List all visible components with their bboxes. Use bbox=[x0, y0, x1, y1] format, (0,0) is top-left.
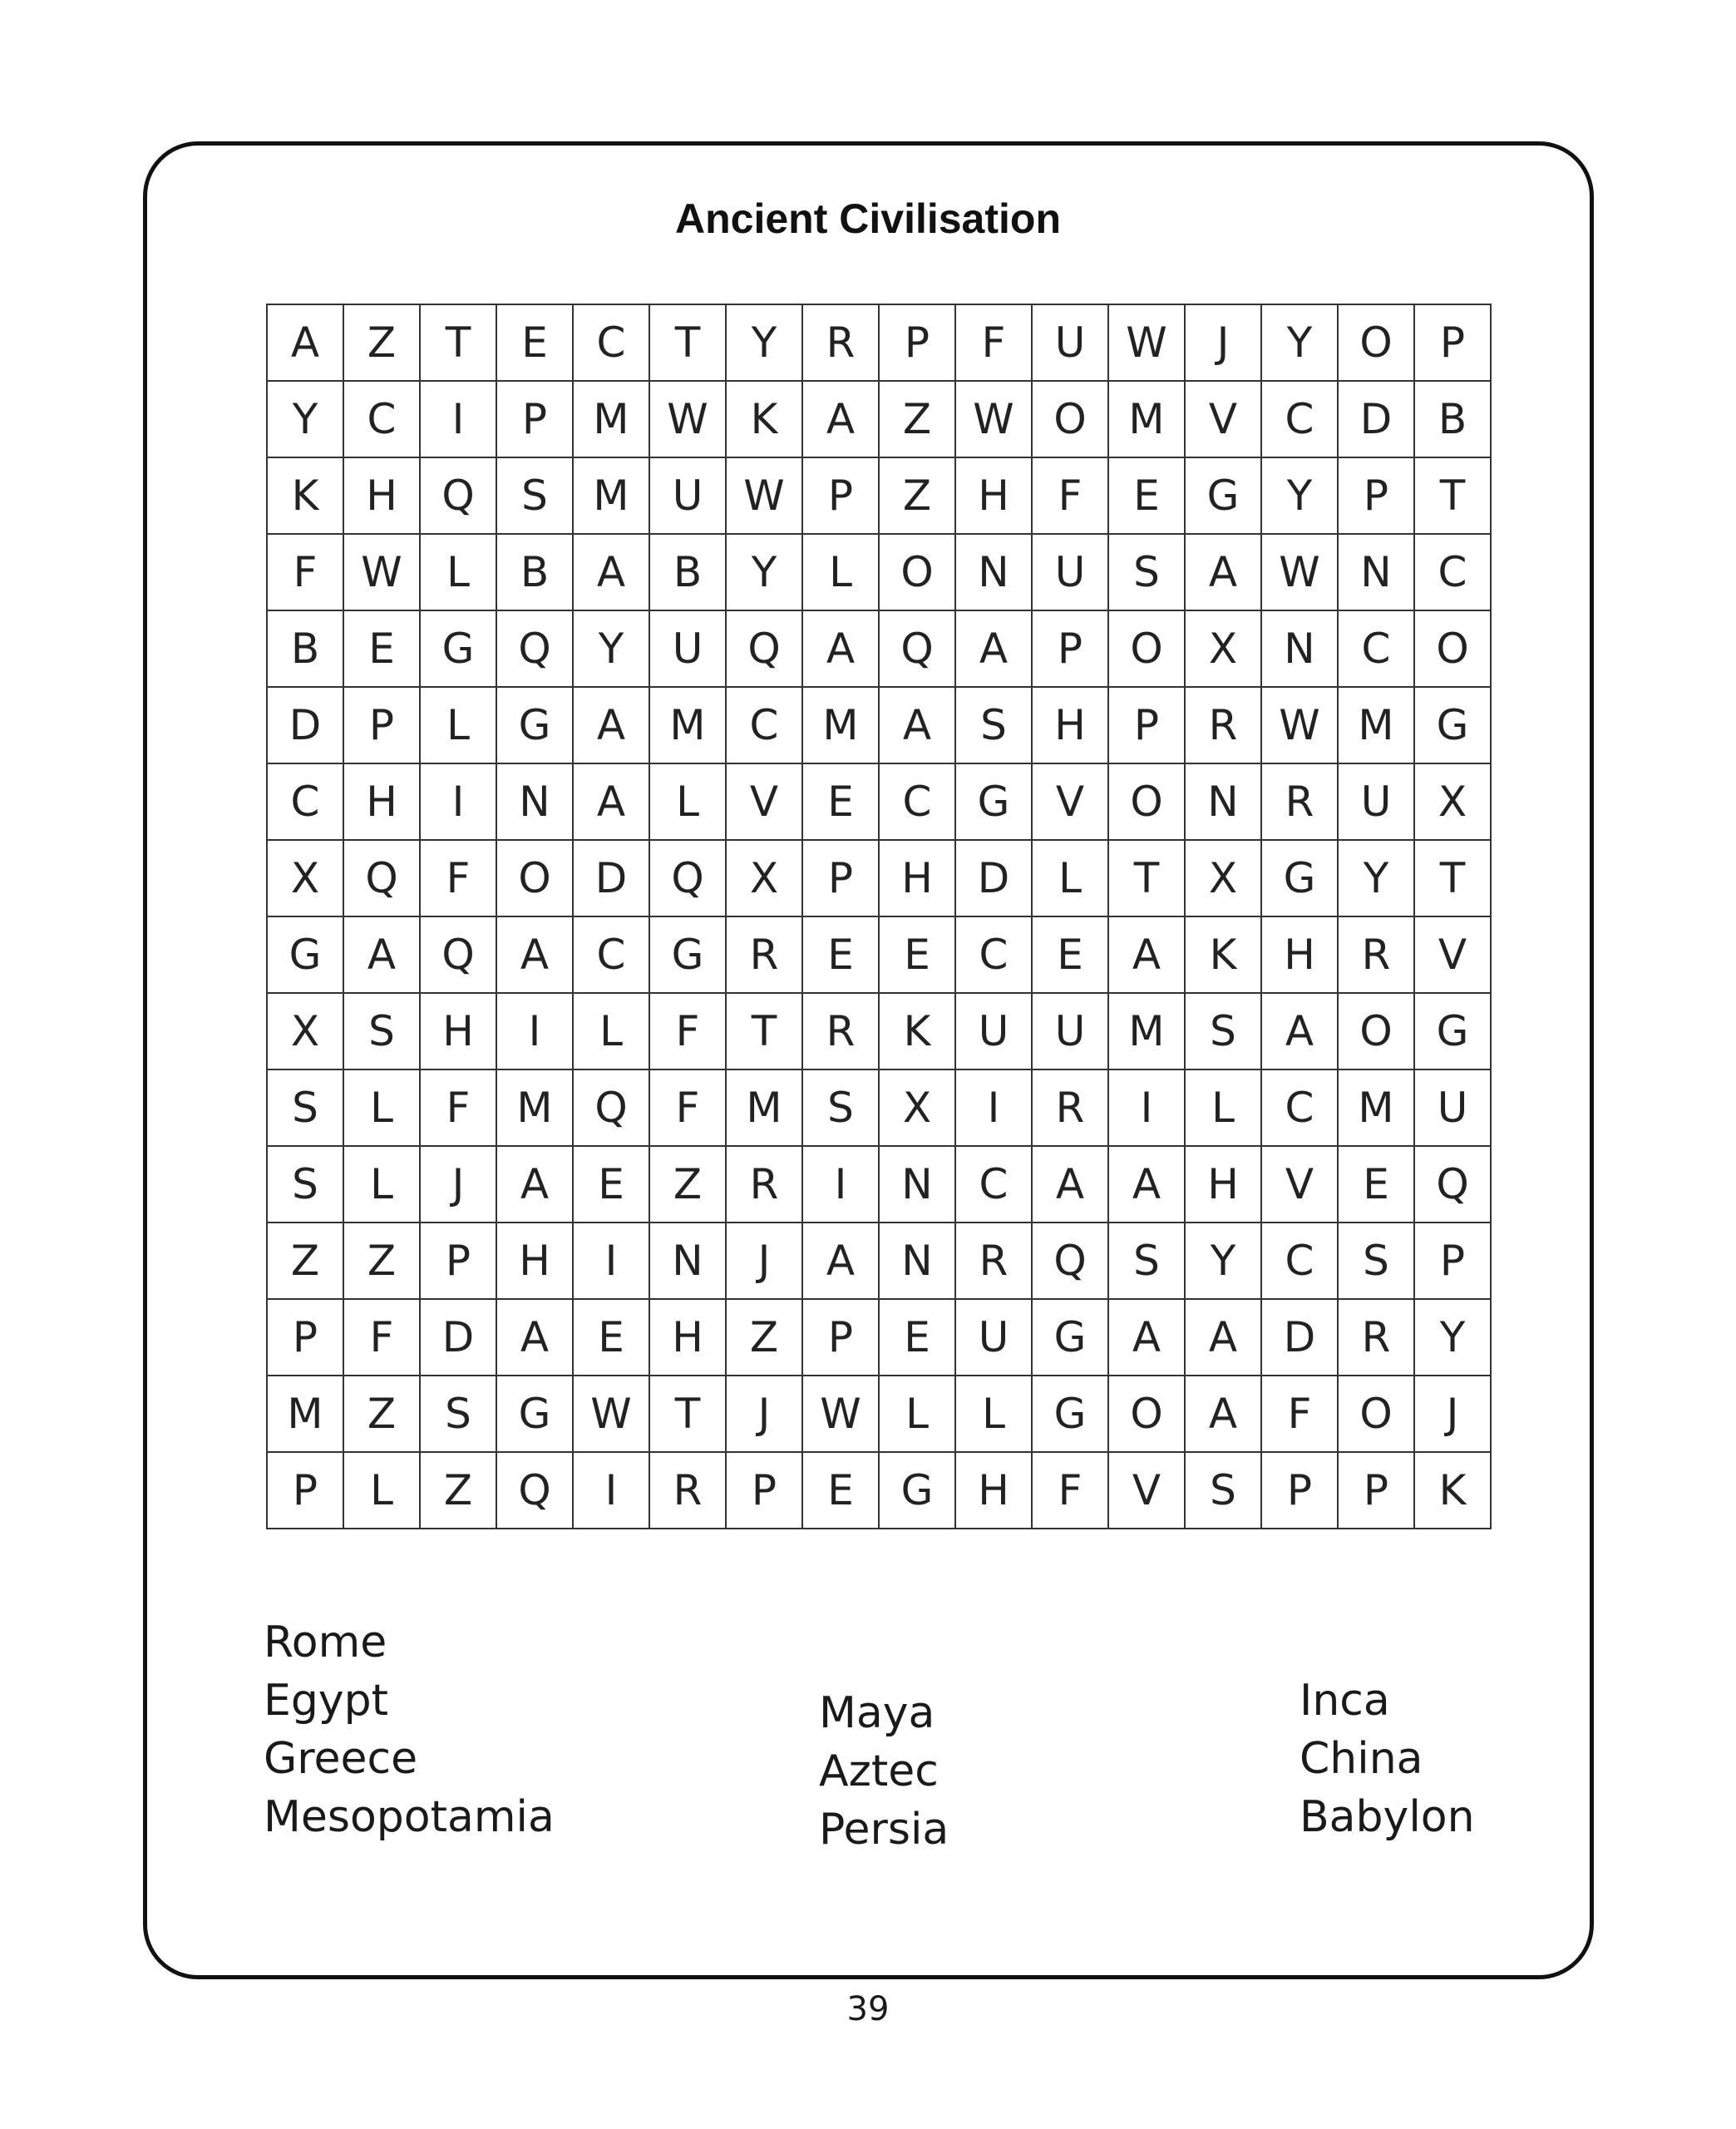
grid-row bbox=[267, 687, 1491, 763]
grid-cell[interactable]: E bbox=[496, 304, 573, 381]
grid-cell[interactable]: A bbox=[496, 916, 573, 993]
grid-cell[interactable]: L bbox=[955, 1376, 1032, 1452]
grid-cell[interactable]: M bbox=[267, 1376, 343, 1452]
word-list-item: Egypt bbox=[264, 1676, 389, 1726]
grid-cell[interactable]: B bbox=[649, 534, 726, 610]
grid-cell[interactable]: D bbox=[955, 840, 1032, 916]
grid-cell[interactable]: R bbox=[726, 1146, 802, 1223]
grid-cell[interactable]: Q bbox=[879, 610, 955, 687]
grid-cell[interactable]: S bbox=[420, 1376, 496, 1452]
grid-cell[interactable]: E bbox=[879, 1299, 955, 1376]
grid-cell[interactable]: A bbox=[496, 1146, 573, 1223]
grid-cell[interactable]: R bbox=[649, 1452, 726, 1529]
grid-cell[interactable]: A bbox=[802, 610, 879, 687]
grid-cell[interactable]: I bbox=[802, 1146, 879, 1223]
grid-row bbox=[267, 1452, 1491, 1529]
grid-cell[interactable]: Z bbox=[649, 1146, 726, 1223]
grid-cell[interactable]: G bbox=[496, 687, 573, 763]
grid-cell[interactable]: O bbox=[1338, 1376, 1414, 1452]
grid-cell[interactable]: I bbox=[420, 381, 496, 457]
grid-cell[interactable]: R bbox=[1261, 763, 1338, 840]
grid-row bbox=[267, 1376, 1491, 1452]
grid-cell[interactable]: F bbox=[343, 1299, 420, 1376]
word-list-column-1 bbox=[264, 1613, 555, 1846]
grid-cell[interactable]: M bbox=[1108, 993, 1185, 1069]
grid-row bbox=[267, 916, 1491, 993]
grid-cell[interactable]: S bbox=[496, 457, 573, 534]
grid-row bbox=[267, 1299, 1491, 1376]
word-list-column-2 bbox=[819, 1684, 949, 1859]
grid-cell[interactable]: S bbox=[1108, 1223, 1185, 1299]
grid-cell[interactable]: R bbox=[1185, 687, 1261, 763]
grid-cell[interactable]: L bbox=[879, 1376, 955, 1452]
grid-cell[interactable]: P bbox=[496, 381, 573, 457]
grid-cell[interactable]: Q bbox=[726, 610, 802, 687]
grid-cell[interactable]: G bbox=[955, 763, 1032, 840]
grid-cell[interactable]: U bbox=[1032, 304, 1108, 381]
grid-cell[interactable]: C bbox=[573, 916, 649, 993]
grid-cell[interactable]: C bbox=[573, 304, 649, 381]
grid-cell[interactable]: P bbox=[879, 304, 955, 381]
grid-cell[interactable]: E bbox=[1108, 457, 1185, 534]
grid-row bbox=[267, 1146, 1491, 1223]
grid-cell[interactable]: R bbox=[955, 1223, 1032, 1299]
grid-cell[interactable]: A bbox=[267, 304, 343, 381]
grid-cell[interactable]: P bbox=[1338, 1452, 1414, 1529]
grid-cell[interactable]: S bbox=[343, 993, 420, 1069]
grid-cell[interactable]: A bbox=[1108, 916, 1185, 993]
grid-cell[interactable]: C bbox=[955, 1146, 1032, 1223]
grid-cell[interactable]: X bbox=[726, 840, 802, 916]
grid-cell[interactable]: C bbox=[1261, 381, 1338, 457]
grid-cell[interactable]: V bbox=[1032, 763, 1108, 840]
grid-cell[interactable]: Q bbox=[496, 610, 573, 687]
grid-cell[interactable]: N bbox=[649, 1223, 726, 1299]
grid-cell[interactable]: A bbox=[1261, 993, 1338, 1069]
grid-cell[interactable]: J bbox=[726, 1376, 802, 1452]
grid-row bbox=[267, 763, 1491, 840]
grid-cell[interactable]: L bbox=[343, 1146, 420, 1223]
grid-cell[interactable]: Y bbox=[573, 610, 649, 687]
grid-cell[interactable]: H bbox=[1185, 1146, 1261, 1223]
grid-cell[interactable]: D bbox=[573, 840, 649, 916]
grid-cell[interactable]: W bbox=[343, 534, 420, 610]
grid-cell[interactable]: P bbox=[1338, 457, 1414, 534]
grid-cell[interactable]: T bbox=[726, 993, 802, 1069]
page-title: Ancient Civilisation bbox=[675, 195, 1061, 242]
grid-cell[interactable]: Y bbox=[1338, 840, 1414, 916]
page-number: 39 bbox=[846, 1990, 890, 2028]
grid-cell[interactable]: O bbox=[496, 840, 573, 916]
grid-cell[interactable]: P bbox=[1261, 1452, 1338, 1529]
grid-cell[interactable]: Q bbox=[649, 840, 726, 916]
grid-cell[interactable]: G bbox=[1032, 1376, 1108, 1452]
grid-cell[interactable]: X bbox=[1185, 610, 1261, 687]
grid-cell[interactable]: S bbox=[1185, 993, 1261, 1069]
grid-cell[interactable]: U bbox=[955, 1299, 1032, 1376]
grid-cell[interactable]: H bbox=[955, 457, 1032, 534]
grid-cell[interactable]: F bbox=[420, 1069, 496, 1146]
grid-cell[interactable]: H bbox=[343, 763, 420, 840]
grid-cell[interactable]: B bbox=[496, 534, 573, 610]
grid-cell[interactable]: Q bbox=[573, 1069, 649, 1146]
grid-cell[interactable]: F bbox=[1032, 457, 1108, 534]
grid-cell[interactable]: X bbox=[879, 1069, 955, 1146]
grid-cell[interactable]: A bbox=[1108, 1299, 1185, 1376]
grid-cell[interactable]: L bbox=[343, 1452, 420, 1529]
word-list-item: Persia bbox=[819, 1805, 949, 1855]
grid-cell[interactable]: H bbox=[343, 457, 420, 534]
grid-cell[interactable]: H bbox=[955, 1452, 1032, 1529]
word-list-column-3 bbox=[1300, 1672, 1475, 1846]
grid-cell[interactable]: G bbox=[496, 1376, 573, 1452]
grid-cell[interactable]: Y bbox=[1185, 1223, 1261, 1299]
grid-cell[interactable]: N bbox=[1338, 534, 1414, 610]
grid-cell[interactable]: B bbox=[1414, 381, 1491, 457]
grid-cell[interactable]: O bbox=[1108, 1376, 1185, 1452]
grid-cell[interactable]: I bbox=[955, 1069, 1032, 1146]
grid-cell[interactable]: N bbox=[1261, 610, 1338, 687]
grid-cell[interactable]: H bbox=[1032, 687, 1108, 763]
grid-cell[interactable]: A bbox=[343, 916, 420, 993]
grid-cell[interactable]: T bbox=[420, 304, 496, 381]
grid-cell[interactable]: D bbox=[1261, 1299, 1338, 1376]
grid-cell[interactable]: A bbox=[1032, 1146, 1108, 1223]
word-search-grid bbox=[266, 304, 1492, 1529]
grid-cell[interactable]: L bbox=[649, 763, 726, 840]
grid-cell[interactable]: X bbox=[1414, 763, 1491, 840]
grid-cell[interactable]: W bbox=[1261, 534, 1338, 610]
grid-cell[interactable]: G bbox=[1414, 993, 1491, 1069]
grid-cell[interactable]: P bbox=[1414, 1223, 1491, 1299]
grid-cell[interactable]: L bbox=[420, 534, 496, 610]
grid-cell[interactable]: M bbox=[1338, 687, 1414, 763]
grid-cell[interactable]: O bbox=[1032, 381, 1108, 457]
grid-cell[interactable]: E bbox=[802, 916, 879, 993]
grid-cell[interactable]: P bbox=[267, 1299, 343, 1376]
grid-cell[interactable]: O bbox=[1414, 610, 1491, 687]
grid-row bbox=[267, 840, 1491, 916]
grid-cell[interactable]: W bbox=[1108, 304, 1185, 381]
grid-cell[interactable]: R bbox=[1032, 1069, 1108, 1146]
grid-cell[interactable]: A bbox=[802, 1223, 879, 1299]
grid-cell[interactable]: E bbox=[1338, 1146, 1414, 1223]
grid-cell[interactable]: M bbox=[802, 687, 879, 763]
grid-cell[interactable]: L bbox=[1032, 840, 1108, 916]
grid-cell[interactable]: P bbox=[802, 1299, 879, 1376]
grid-row bbox=[267, 993, 1491, 1069]
grid-cell[interactable]: F bbox=[267, 534, 343, 610]
grid-cell[interactable]: E bbox=[1032, 916, 1108, 993]
word-list-item: Maya bbox=[819, 1688, 935, 1738]
grid-cell[interactable]: Y bbox=[726, 534, 802, 610]
grid-cell[interactable]: T bbox=[649, 1376, 726, 1452]
grid-cell[interactable]: L bbox=[1185, 1069, 1261, 1146]
grid-cell[interactable]: R bbox=[802, 993, 879, 1069]
grid-cell[interactable]: C bbox=[1414, 534, 1491, 610]
word-list-item: Mesopotamia bbox=[264, 1792, 555, 1842]
grid-row bbox=[267, 381, 1491, 457]
grid-cell[interactable]: N bbox=[879, 1223, 955, 1299]
grid-cell[interactable]: W bbox=[726, 457, 802, 534]
grid-cell[interactable]: F bbox=[1261, 1376, 1338, 1452]
grid-cell[interactable]: Q bbox=[420, 916, 496, 993]
grid-cell[interactable]: I bbox=[420, 763, 496, 840]
grid-cell[interactable]: Y bbox=[726, 304, 802, 381]
word-list-item: China bbox=[1300, 1734, 1423, 1784]
grid-cell[interactable]: O bbox=[1108, 763, 1185, 840]
grid-cell[interactable]: P bbox=[1108, 687, 1185, 763]
grid-cell[interactable]: A bbox=[879, 687, 955, 763]
grid-cell[interactable]: E bbox=[879, 916, 955, 993]
grid-cell[interactable]: T bbox=[649, 304, 726, 381]
grid-cell[interactable]: G bbox=[649, 916, 726, 993]
grid-cell[interactable]: E bbox=[573, 1299, 649, 1376]
grid-cell[interactable]: G bbox=[1185, 457, 1261, 534]
grid-cell[interactable]: C bbox=[879, 763, 955, 840]
grid-cell[interactable]: T bbox=[1414, 840, 1491, 916]
grid-cell[interactable]: G bbox=[1414, 687, 1491, 763]
grid-cell[interactable]: Y bbox=[1261, 457, 1338, 534]
grid-cell[interactable]: S bbox=[1338, 1223, 1414, 1299]
grid-cell[interactable]: A bbox=[802, 381, 879, 457]
grid-cell[interactable]: N bbox=[879, 1146, 955, 1223]
grid-cell[interactable]: Z bbox=[343, 1376, 420, 1452]
grid-cell[interactable]: P bbox=[1032, 610, 1108, 687]
grid-cell[interactable]: Z bbox=[726, 1299, 802, 1376]
grid-cell[interactable]: V bbox=[1185, 381, 1261, 457]
grid-cell[interactable]: M bbox=[496, 1069, 573, 1146]
grid-cell[interactable]: K bbox=[267, 457, 343, 534]
grid-cell[interactable]: C bbox=[955, 916, 1032, 993]
grid-cell[interactable]: H bbox=[649, 1299, 726, 1376]
grid-cell[interactable]: E bbox=[802, 1452, 879, 1529]
grid-cell[interactable]: R bbox=[1338, 916, 1414, 993]
grid-cell[interactable]: S bbox=[267, 1146, 343, 1223]
grid-cell[interactable]: A bbox=[1185, 1376, 1261, 1452]
grid-cell[interactable]: C bbox=[1261, 1069, 1338, 1146]
grid-cell[interactable]: W bbox=[802, 1376, 879, 1452]
grid-cell[interactable]: K bbox=[1414, 1452, 1491, 1529]
grid-cell[interactable]: Y bbox=[1414, 1299, 1491, 1376]
grid-cell[interactable]: A bbox=[1185, 1299, 1261, 1376]
grid-cell[interactable]: Q bbox=[343, 840, 420, 916]
word-list-item: Inca bbox=[1300, 1676, 1390, 1726]
grid-cell[interactable]: G bbox=[1032, 1299, 1108, 1376]
grid-cell[interactable]: W bbox=[955, 381, 1032, 457]
grid-cell[interactable]: S bbox=[802, 1069, 879, 1146]
grid-cell[interactable]: H bbox=[879, 840, 955, 916]
grid-cell[interactable]: Z bbox=[420, 1452, 496, 1529]
grid-cell[interactable]: V bbox=[1108, 1452, 1185, 1529]
grid-cell[interactable]: L bbox=[573, 993, 649, 1069]
grid-row bbox=[267, 1069, 1491, 1146]
grid-cell[interactable]: J bbox=[420, 1146, 496, 1223]
grid-cell[interactable]: G bbox=[267, 916, 343, 993]
grid-cell[interactable]: X bbox=[267, 840, 343, 916]
grid-cell[interactable]: Z bbox=[343, 1223, 420, 1299]
grid-cell[interactable]: M bbox=[573, 381, 649, 457]
grid-cell[interactable]: B bbox=[267, 610, 343, 687]
grid-cell[interactable]: M bbox=[573, 457, 649, 534]
grid-cell[interactable]: X bbox=[1185, 840, 1261, 916]
grid-cell[interactable]: O bbox=[879, 534, 955, 610]
grid-cell[interactable]: V bbox=[1261, 1146, 1338, 1223]
grid-cell[interactable]: P bbox=[802, 840, 879, 916]
word-list-item: Greece bbox=[264, 1734, 418, 1784]
grid-cell[interactable]: A bbox=[573, 763, 649, 840]
grid-cell[interactable]: V bbox=[726, 763, 802, 840]
grid-cell[interactable]: S bbox=[267, 1069, 343, 1146]
grid-cell[interactable]: V bbox=[1414, 916, 1491, 993]
grid-cell[interactable]: M bbox=[726, 1069, 802, 1146]
grid-cell[interactable]: I bbox=[573, 1452, 649, 1529]
grid-cell[interactable]: S bbox=[1108, 534, 1185, 610]
grid-cell[interactable]: F bbox=[955, 304, 1032, 381]
grid-cell[interactable]: U bbox=[649, 610, 726, 687]
grid-cell[interactable]: H bbox=[1261, 916, 1338, 993]
grid-cell[interactable]: E bbox=[802, 763, 879, 840]
grid-cell[interactable]: C bbox=[1338, 610, 1414, 687]
grid-row bbox=[267, 304, 1491, 381]
grid-cell[interactable]: G bbox=[879, 1452, 955, 1529]
grid-cell[interactable]: N bbox=[496, 763, 573, 840]
grid-cell[interactable]: E bbox=[573, 1146, 649, 1223]
grid-cell[interactable]: H bbox=[496, 1223, 573, 1299]
grid-cell[interactable]: R bbox=[802, 304, 879, 381]
grid-cell[interactable]: C bbox=[343, 381, 420, 457]
grid-cell[interactable]: C bbox=[267, 763, 343, 840]
grid-cell[interactable]: Q bbox=[420, 457, 496, 534]
grid-cell[interactable]: C bbox=[726, 687, 802, 763]
grid-cell[interactable]: G bbox=[420, 610, 496, 687]
grid-cell[interactable]: F bbox=[649, 993, 726, 1069]
grid-cell[interactable]: S bbox=[955, 687, 1032, 763]
grid-cell[interactable]: C bbox=[1261, 1223, 1338, 1299]
grid-cell[interactable]: M bbox=[1108, 381, 1185, 457]
grid-cell[interactable]: D bbox=[1338, 381, 1414, 457]
grid-cell[interactable]: N bbox=[955, 534, 1032, 610]
word-list-item: Babylon bbox=[1300, 1792, 1475, 1842]
grid-cell[interactable]: K bbox=[726, 381, 802, 457]
grid-cell[interactable]: U bbox=[1338, 763, 1414, 840]
grid-cell[interactable]: A bbox=[496, 1299, 573, 1376]
grid-cell[interactable]: L bbox=[802, 534, 879, 610]
grid-cell[interactable]: N bbox=[1185, 763, 1261, 840]
grid-cell[interactable]: O bbox=[1338, 993, 1414, 1069]
grid-cell[interactable]: O bbox=[1338, 304, 1414, 381]
grid-cell[interactable]: W bbox=[573, 1376, 649, 1452]
grid-cell[interactable]: Q bbox=[1032, 1223, 1108, 1299]
grid-cell[interactable]: D bbox=[267, 687, 343, 763]
grid-cell[interactable]: F bbox=[420, 840, 496, 916]
grid-cell[interactable]: R bbox=[726, 916, 802, 993]
grid-row bbox=[267, 610, 1491, 687]
grid-cell[interactable]: U bbox=[955, 993, 1032, 1069]
grid-cell[interactable]: F bbox=[649, 1069, 726, 1146]
grid-cell[interactable]: L bbox=[343, 1069, 420, 1146]
grid-cell[interactable]: Z bbox=[267, 1223, 343, 1299]
grid-cell[interactable]: K bbox=[1185, 916, 1261, 993]
grid-cell[interactable]: S bbox=[1185, 1452, 1261, 1529]
grid-cell[interactable]: K bbox=[879, 993, 955, 1069]
grid-cell[interactable]: R bbox=[1338, 1299, 1414, 1376]
grid-cell[interactable]: H bbox=[420, 993, 496, 1069]
grid-cell[interactable]: U bbox=[1032, 993, 1108, 1069]
grid-cell[interactable]: T bbox=[1414, 457, 1491, 534]
grid-row bbox=[267, 534, 1491, 610]
grid-cell[interactable]: P bbox=[420, 1223, 496, 1299]
grid-cell[interactable]: I bbox=[496, 993, 573, 1069]
grid-cell[interactable]: A bbox=[573, 687, 649, 763]
grid-cell[interactable]: Z bbox=[879, 457, 955, 534]
grid-cell[interactable]: J bbox=[1185, 304, 1261, 381]
grid-cell[interactable]: E bbox=[343, 610, 420, 687]
grid-cell[interactable]: U bbox=[649, 457, 726, 534]
grid-row bbox=[267, 457, 1491, 534]
grid-cell[interactable]: P bbox=[802, 457, 879, 534]
grid-cell[interactable]: Y bbox=[267, 381, 343, 457]
grid-cell[interactable]: P bbox=[1414, 304, 1491, 381]
grid-cell[interactable]: Q bbox=[496, 1452, 573, 1529]
grid-cell[interactable]: F bbox=[1032, 1452, 1108, 1529]
grid-cell[interactable]: O bbox=[1108, 610, 1185, 687]
grid-cell[interactable]: G bbox=[1261, 840, 1338, 916]
grid-cell[interactable]: Q bbox=[1414, 1146, 1491, 1223]
grid-cell[interactable]: I bbox=[573, 1223, 649, 1299]
grid-cell[interactable]: P bbox=[343, 687, 420, 763]
grid-cell[interactable]: M bbox=[649, 687, 726, 763]
grid-cell[interactable]: Y bbox=[1261, 304, 1338, 381]
grid-cell[interactable]: A bbox=[1185, 534, 1261, 610]
grid-cell[interactable]: L bbox=[420, 687, 496, 763]
grid-cell[interactable]: A bbox=[1108, 1146, 1185, 1223]
grid-cell[interactable]: Z bbox=[879, 381, 955, 457]
grid-cell[interactable]: D bbox=[420, 1299, 496, 1376]
grid-cell[interactable]: P bbox=[726, 1452, 802, 1529]
word-list-item: Rome bbox=[264, 1618, 387, 1667]
grid-cell[interactable]: P bbox=[267, 1452, 343, 1529]
grid-cell[interactable]: X bbox=[267, 993, 343, 1069]
grid-cell[interactable]: U bbox=[1414, 1069, 1491, 1146]
grid-cell[interactable]: W bbox=[649, 381, 726, 457]
grid-row bbox=[267, 1223, 1491, 1299]
grid-cell[interactable]: M bbox=[1338, 1069, 1414, 1146]
grid-cell[interactable]: I bbox=[1108, 1069, 1185, 1146]
grid-cell[interactable]: J bbox=[726, 1223, 802, 1299]
grid-cell[interactable]: J bbox=[1414, 1376, 1491, 1452]
word-list-item: Aztec bbox=[819, 1746, 939, 1796]
grid-cell[interactable]: U bbox=[1032, 534, 1108, 610]
grid-cell[interactable]: T bbox=[1108, 840, 1185, 916]
grid-cell[interactable]: A bbox=[955, 610, 1032, 687]
grid-cell[interactable]: W bbox=[1261, 687, 1338, 763]
grid-cell[interactable]: Z bbox=[343, 304, 420, 381]
grid-cell[interactable]: A bbox=[573, 534, 649, 610]
